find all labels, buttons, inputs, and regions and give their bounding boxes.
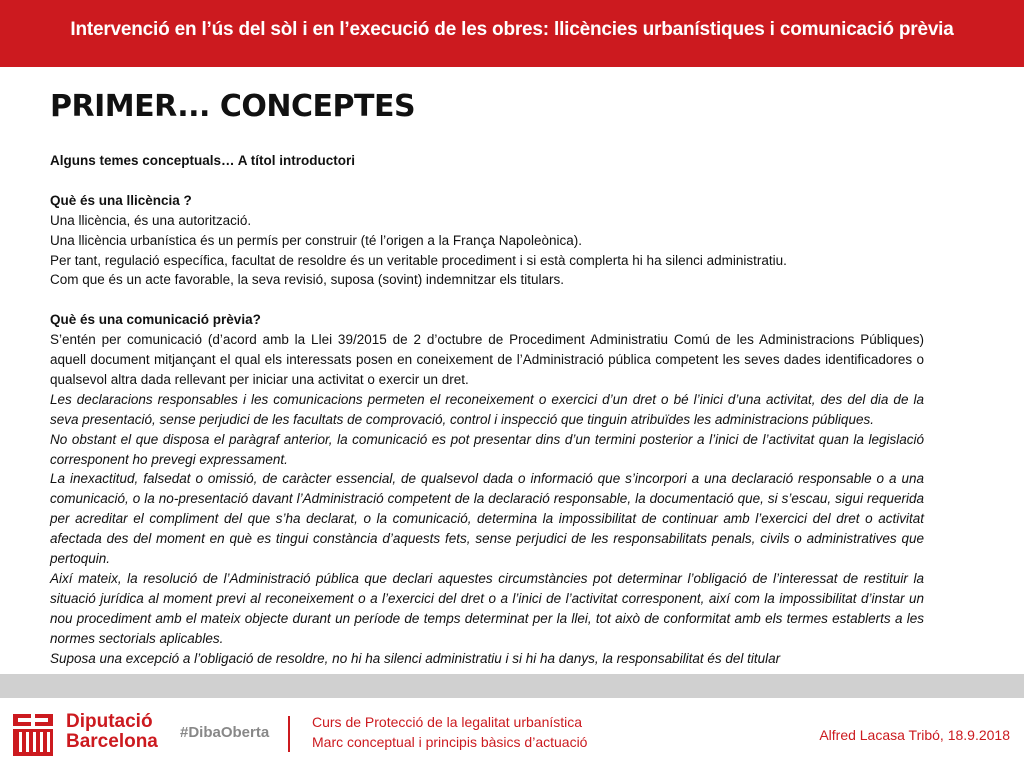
logo-line-2: Barcelona bbox=[66, 731, 158, 752]
communication-paragraph: Suposa una excepció a l’obligació de resoldre, no hi ha silenci administratiu i si hi ha danys, la responsabilitat és del titular bbox=[50, 650, 781, 666]
course-subtitle: Marc conceptual i principis bàsics d’actuació bbox=[312, 734, 588, 750]
diputacio-logo-icon bbox=[10, 712, 56, 763]
header-title: Intervenció en l’ús del sòl i en l’execució de les obres: llicències urbanístiques i comunicació prèvia bbox=[70, 19, 954, 40]
communication-paragraph: Així mateix, la resolució de l’Administració pública que declari aquestes circumstàncies pot determinar l’obligació de l’interessat de restituir la situació jurídica al moment previ al reconeixement o a l’exercici del dret o a l’inici de l’activitat corresponent, així com la impossibilitat d’instar un nou procediment amb el mateix objecte durant un període de temps determinat per la llei, tot això de conformitat amb els termes establerts a les normes sectorials aplicables. bbox=[50, 571, 924, 646]
intro-heading: Alguns temes conceptuals… A títol introductori bbox=[50, 153, 356, 168]
author-date: Alfred Lacasa Tribó, 18.9.2018 bbox=[819, 727, 1010, 743]
license-line: Per tant, regulació específica, facultat de resoldre és un veritable procediment i si està complerta hi ha silenci administratiu. bbox=[50, 252, 787, 268]
grey-band bbox=[0, 674, 1024, 698]
page-title: PRIMER... CONCEPTES bbox=[50, 89, 416, 124]
question-communication-heading: Què és una comunicació prèvia? bbox=[50, 312, 261, 328]
license-line: Una llicència urbanística és un permís per construir (té l’origen a la França Napoleònica). bbox=[50, 232, 583, 248]
question-license-heading: Què és una llicència ? bbox=[50, 192, 192, 208]
course-title: Curs de Protecció de la legalitat urbanística bbox=[312, 714, 583, 730]
communication-paragraph: La inexactitud, falsedat o omissió, de caràcter essencial, de qualsevol dada o informació que s’incorpori a una declaració responsable o a una comunicació, o la no-presentació davant l’Administració competent de la declaració responsable, la documentació que, si s’escau, sigui requerida per acreditar el compliment del que s’ha declarat, o la comunicació, determina la impossibilitat de continuar amb l’exercici del dret o activitat afectada des del moment en què es tingui constància d’aquests fets, sense perjudici de les responsabilitats penals, civils o administratives que pertoquin. bbox=[50, 471, 924, 567]
communication-definition: S’entén per comunicació (d’acord amb la Llei 39/2015 de 2 d’octubre de Procediment Administratiu Comú de les Administracions Públiques) aquell document mitjançant el qual els interessats posen en coneixement de l’Administració pública competent les seves dades identificadores o qualsevol altra dada rellevant per iniciar una activitat o exercir un dret. bbox=[50, 332, 924, 387]
hashtag: #DibaOberta bbox=[180, 724, 270, 741]
communication-paragraph: Les declaracions responsables i les comunicacions permeten el reconeixement o exercici d’un dret o bé l’inici d’una activitat, des del dia de la seva presentació, sense perjudici de les facultats de comprovació, control i inspecció que tinguin atribuïdes les administracions públiques. bbox=[50, 391, 924, 427]
diputacio-logo-text bbox=[66, 712, 158, 752]
footer-divider bbox=[288, 716, 290, 752]
slide-body bbox=[50, 151, 924, 669]
logo-line-1: Diputació bbox=[66, 711, 153, 732]
header-bar bbox=[0, 0, 1024, 67]
license-line: Una llicència, és una autorització. bbox=[50, 212, 252, 228]
license-line: Com que és un acte favorable, la seva revisió, suposa (sovint) indemnitzar els titulars. bbox=[50, 272, 564, 288]
footer bbox=[0, 698, 1024, 768]
communication-paragraph: No obstant el que disposa el paràgraf anterior, la comunicació es pot presentar dins d’un termini posterior a l’inici de l’activitat quan la legislació corresponent ho prevegi expressament. bbox=[50, 431, 924, 467]
